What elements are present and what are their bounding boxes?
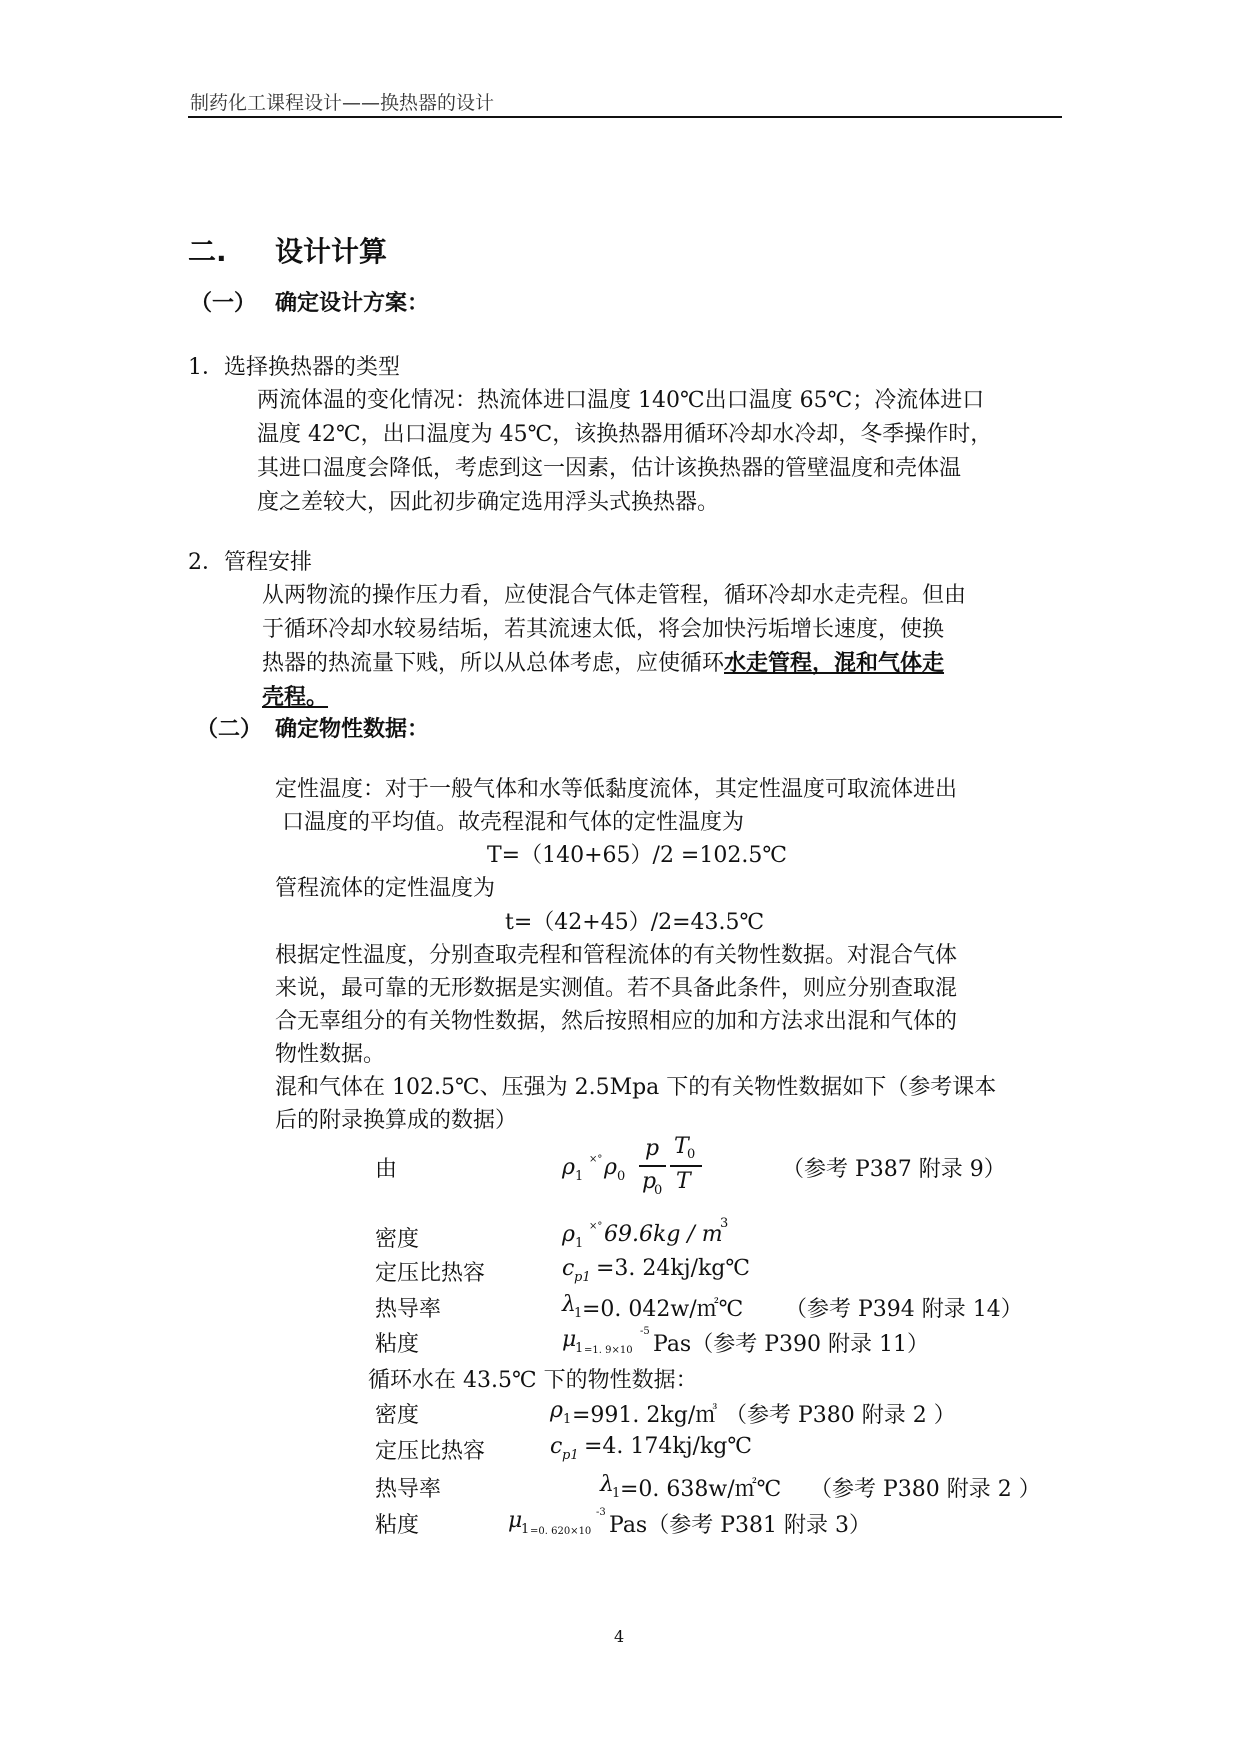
- gas-k-label: 热导率: [375, 1297, 442, 1322]
- water-heading: 循环水在 43.5℃ 下的物性数据：: [368, 1368, 698, 1393]
- props-line: 混和气体在 102.5℃、压强为 2.5Mpa 下的有关物性数据如下（参考课本: [275, 1075, 997, 1100]
- subscript: 1: [612, 1486, 621, 1501]
- numerator-p: p: [645, 1136, 660, 1161]
- density-ref: （参考 P380 附录 2 ）: [725, 1403, 956, 1428]
- gas-cp-label: 定压比热容: [375, 1261, 486, 1286]
- subscript: 0: [687, 1147, 696, 1162]
- c-symbol: c: [562, 1256, 575, 1281]
- subsection-title: 确定物性数据：: [275, 717, 430, 742]
- mu-coefficient: =0. 620×10: [530, 1526, 592, 1537]
- subsection-title: 确定设计方案：: [275, 291, 430, 316]
- formula-label: 由: [375, 1157, 398, 1182]
- density-formula: [562, 1134, 712, 1230]
- mu-coefficient: =1. 9×10: [584, 1345, 633, 1356]
- item1-title: 1．选择换热器的类型: [188, 355, 400, 380]
- section-number: 二.: [188, 235, 227, 268]
- denominator-T: T: [676, 1169, 691, 1194]
- cp-number: =4. 174kj/kg℃: [584, 1434, 752, 1459]
- item2-emphasis-end: 壳程。: [262, 684, 329, 710]
- subscript: 1: [575, 1236, 584, 1251]
- denominator-p: p: [642, 1169, 657, 1194]
- props-line: 口温度的平均值。故壳程混和气体的定性温度为: [282, 810, 745, 835]
- cp-number: =3. 24kj/kg℃: [596, 1256, 750, 1281]
- item2-title: 2．管程安排: [188, 550, 312, 575]
- fraction-bar: [670, 1165, 702, 1167]
- equation-shell-temp: T=（140+65）/2 =102.5℃: [487, 843, 787, 868]
- subscript: 1: [575, 1169, 584, 1184]
- equation-tube-temp: t=（42+45）/2=43.5℃: [505, 910, 765, 935]
- k-number: =0. 638w/㎡℃: [620, 1477, 782, 1502]
- c-symbol: c: [550, 1434, 563, 1459]
- section-title: 设计计算: [275, 235, 388, 268]
- mu-symbol: μ: [562, 1327, 577, 1352]
- props-line: 后的附录换算成的数据）: [275, 1108, 518, 1133]
- subscript: 1: [521, 1522, 530, 1537]
- page-number: 4: [614, 1627, 625, 1646]
- k-number: =0. 042w/㎡℃: [582, 1297, 744, 1322]
- props-line: 合无辜组分的有关物性数据，然后按照相应的加和方法求出混和气体的: [275, 1009, 958, 1034]
- rho-symbol: ρ: [562, 1222, 575, 1247]
- subscript: p1: [562, 1448, 579, 1463]
- mu-unit: Pas（参考 P390 附录 11）: [653, 1332, 929, 1357]
- props-line: 来说，最可靠的无形数据是实测值。若不具备此条件，则应分别查取混: [275, 976, 958, 1001]
- lambda-symbol: λ: [562, 1292, 576, 1317]
- props-line: 根据定性温度，分别查取壳程和管程流体的有关物性数据。对混合气体: [275, 943, 958, 968]
- item2-line: 从两物流的操作压力看，应使混合气体走管程，循环冷却水走壳程。但由: [262, 583, 967, 608]
- item1-line: 其进口温度会降低，考虑到这一因素，估计该换热器的管壁温度和壳体温: [257, 456, 962, 481]
- subscript: 0: [654, 1183, 663, 1198]
- running-header: 制药化工课程设计——换热器的设计: [190, 92, 495, 114]
- props-line: 管程流体的定性温度为: [275, 876, 496, 901]
- gas-k-ref: （参考 P394 附录 14）: [785, 1297, 1023, 1322]
- approx-mark: ×°: [589, 1154, 603, 1165]
- item2-line-text: 热器的热流量下贱，所以从总体考虑，应使循环: [262, 651, 725, 676]
- item1-line: 温度 42℃，出口温度为 45℃，该换热器用循环冷却水冷却，冬季操作时，: [257, 422, 993, 447]
- numerator-T: T: [674, 1134, 689, 1159]
- props-line: 物性数据。: [275, 1042, 386, 1067]
- item2-line: 于循环冷却水较易结垢，若其流速太低，将会加快污垢增长速度，使换: [262, 617, 945, 642]
- rho-symbol: ρ: [604, 1155, 617, 1180]
- approx-mark: ×°: [589, 1221, 603, 1232]
- gas-cp-value: [562, 1256, 802, 1286]
- water-k-ref: （参考 P380 附录 2 ）: [810, 1477, 1041, 1502]
- subscript: p1: [574, 1270, 591, 1285]
- water-k-value: [600, 1472, 800, 1502]
- gas-mu-value: [562, 1327, 982, 1357]
- subscript: 1: [563, 1412, 572, 1427]
- lambda-symbol: λ: [600, 1472, 614, 1497]
- water-mu-value: [508, 1508, 928, 1538]
- superscript: -3: [596, 1507, 606, 1518]
- rho-symbol: ρ: [550, 1398, 563, 1423]
- gas-density-label: 密度: [375, 1227, 420, 1252]
- subsection-number: （二）: [196, 717, 263, 742]
- props-line: 定性温度：对于一般气体和水等低黏度流体，其定性温度可取流体进出: [275, 777, 958, 802]
- superscript: -5: [640, 1326, 650, 1337]
- item1-line: 两流体温的变化情况：热流体进口温度 140℃出口温度 65℃；冷流体进口: [257, 388, 985, 413]
- item2-line: [262, 646, 944, 677]
- rho-symbol: ρ: [562, 1155, 575, 1180]
- superscript: 3: [720, 1216, 729, 1231]
- subscript: 1: [575, 1341, 584, 1356]
- formula-ref: （参考 P387 附录 9）: [782, 1157, 1006, 1182]
- mu-unit: Pas（参考 P381 附录 3）: [609, 1513, 871, 1538]
- density-number: 69.6kg / m: [604, 1222, 723, 1247]
- item1-line: 度之差较大，因此初步确定选用浮头式换热器。: [257, 490, 720, 515]
- water-k-label: 热导率: [375, 1477, 442, 1502]
- water-density-value: [550, 1398, 970, 1428]
- water-mu-label: 粘度: [375, 1513, 420, 1538]
- subsection-number: （一）: [190, 291, 257, 316]
- gas-density-value: [562, 1216, 762, 1252]
- subscript: 1: [574, 1306, 583, 1321]
- water-cp-label: 定压比热容: [375, 1439, 486, 1464]
- item2-emphasis: 水走管程，混和气体走: [724, 650, 945, 676]
- water-density-label: 密度: [375, 1403, 420, 1428]
- gas-mu-label: 粘度: [375, 1332, 420, 1357]
- gas-k-value: [562, 1292, 762, 1322]
- density-number: =991. 2kg/㎥: [572, 1403, 718, 1428]
- water-cp-value: [550, 1434, 790, 1464]
- mu-symbol: μ: [508, 1508, 523, 1533]
- header-rule: [188, 116, 1062, 118]
- subscript: 0: [617, 1169, 626, 1184]
- fraction-bar: [639, 1165, 666, 1167]
